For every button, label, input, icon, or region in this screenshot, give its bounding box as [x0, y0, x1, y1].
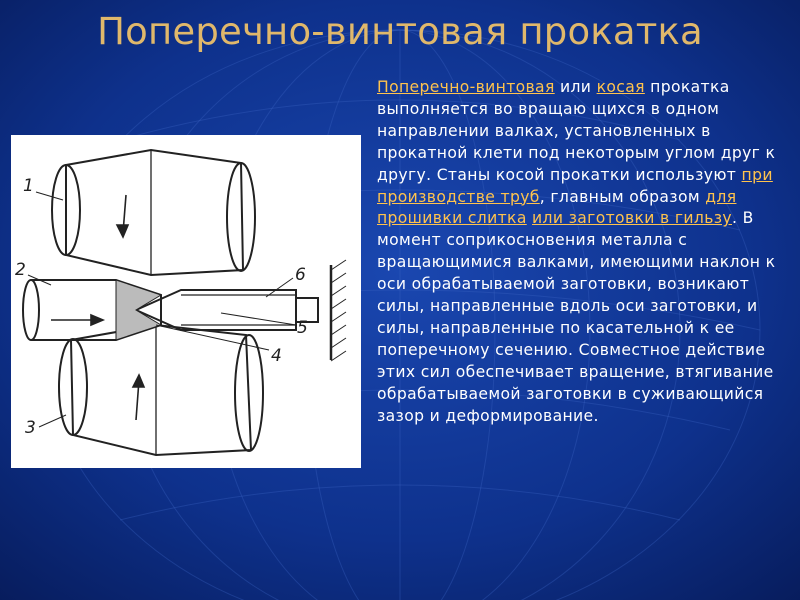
- rolling-diagram: [11, 135, 361, 468]
- slide-title: Поперечно-винтовая прокатка: [97, 10, 703, 53]
- rolling-diagram-drawing: [11, 135, 361, 468]
- link-oblique[interactable]: косая: [596, 78, 645, 96]
- text-fragment: , главным образом: [539, 187, 706, 206]
- body-paragraph: [377, 77, 782, 428]
- label-5: 5: [297, 318, 308, 338]
- link-billet-to-shell[interactable]: или заготовки в гильзу: [532, 209, 732, 228]
- label-2: 2: [15, 260, 26, 280]
- text-fragment: . В момент соприкосновения металла с вращающимися валками, имеющими наклон к оси обрабатываемой заготовки, возникают силы, направленные вдоль оси заготовки, и силы, направленные по касательной к ее поперечному сечению. Совместное действие этих сил обеспечивает вращение, втягивание обрабатываемой заготовки в суживающийся зазор и деформирование.: [377, 209, 776, 425]
- link-pipe-production[interactable]: при производстве труб: [377, 165, 773, 206]
- link-ingot-piercing[interactable]: для прошивки слитка: [377, 187, 737, 228]
- link-cross-helical[interactable]: Поперечно-винтовая: [377, 78, 555, 96]
- upper-roll: [66, 150, 243, 275]
- label-6: 6: [295, 265, 306, 285]
- label-4: 4: [271, 346, 282, 366]
- label-3: 3: [25, 418, 36, 438]
- label-1: 1: [23, 176, 34, 196]
- text-fragment: прокатка выполняется во вращаю щихся в одном направлении валках, установленных в прокатной клети под некоторым углом друг к другу. Станы косой прокатки используют: [377, 78, 776, 184]
- text-fragment: или: [554, 78, 597, 96]
- lower-roll: [71, 325, 251, 455]
